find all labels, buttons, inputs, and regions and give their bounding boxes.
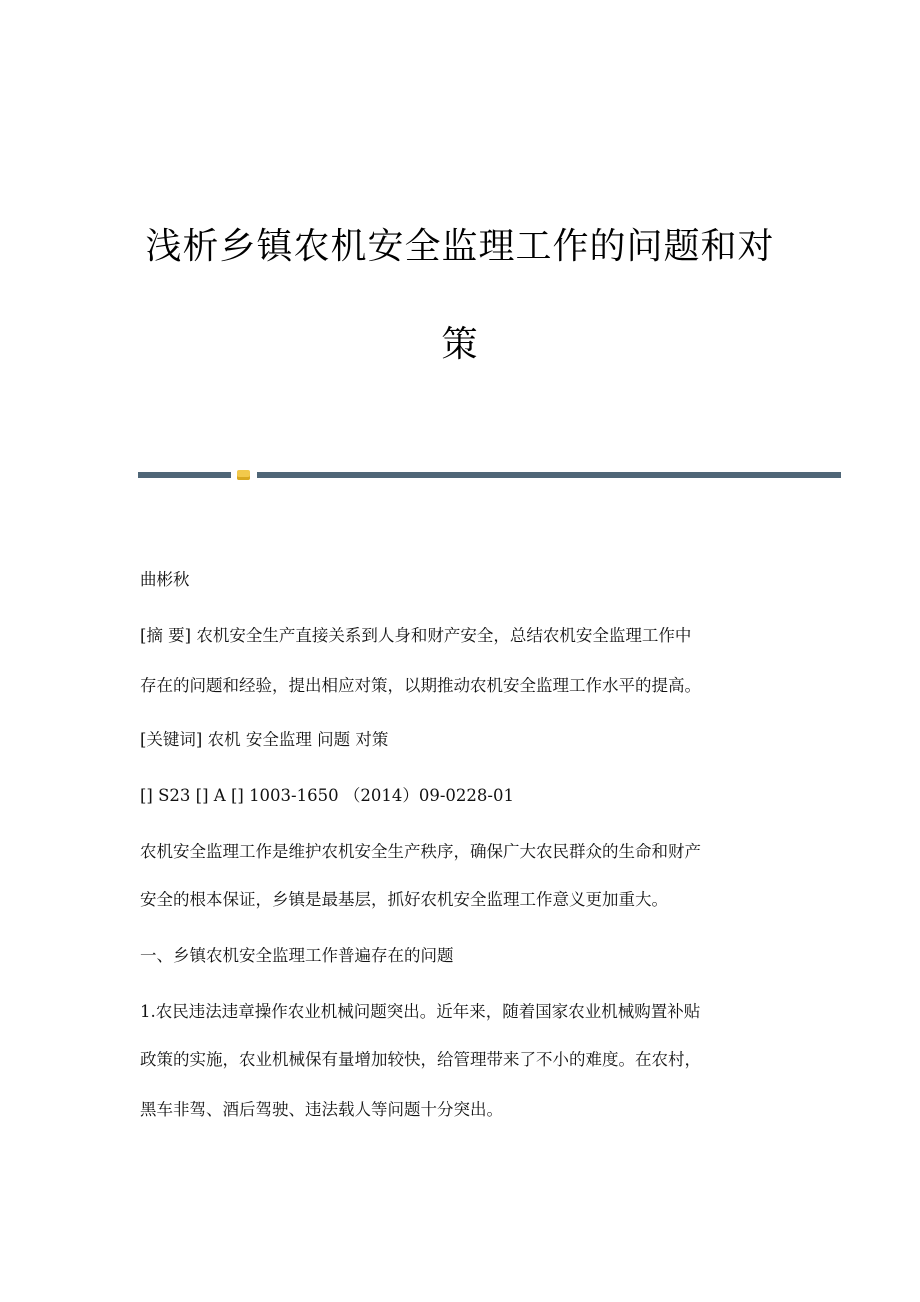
document-title-line-1: 浅析乡镇农机安全监理工作的问题和对 bbox=[145, 226, 775, 267]
abstract-line-1: [摘 要] 农机安全生产直接关系到人身和财产安全，总结农机安全监理工作中 bbox=[140, 626, 692, 645]
keywords-line: [关键词] 农机 安全监理 问题 对策 bbox=[140, 730, 389, 749]
item-1-line-1: 1.农民违法违章操作农业机械问题突出。近年来，随着国家农业机械购置补贴 bbox=[140, 1002, 701, 1021]
document-title-line-2: 策 bbox=[441, 324, 479, 365]
intro-line-1: 农机安全监理工作是维护农机安全生产秩序，确保广大农民群众的生命和财产 bbox=[140, 842, 701, 861]
item-1-line-2: 政策的实施，农业机械保有量增加较快，给管理带来了不小的难度。在农村， bbox=[140, 1050, 701, 1069]
divider-ornament-icon bbox=[237, 470, 250, 480]
divider-bar-right bbox=[257, 472, 841, 478]
divider-bar-left bbox=[138, 472, 231, 478]
author-name: 曲彬秋 bbox=[140, 570, 190, 589]
classification-line: [] S23 [] A [] 1003-1650 （2014）09-0228-01 bbox=[140, 786, 514, 805]
intro-line-2: 安全的根本保证，乡镇是最基层，抓好农机安全监理工作意义更加重大。 bbox=[140, 890, 668, 909]
abstract-line-2: 存在的问题和经验，提出相应对策，以期推动农机安全监理工作水平的提高。 bbox=[140, 676, 701, 695]
title-divider bbox=[138, 470, 841, 480]
section-1-heading: 一、乡镇农机安全监理工作普遍存在的问题 bbox=[140, 946, 454, 965]
item-1-line-3: 黑车非驾、酒后驾驶、违法载人等问题十分突出。 bbox=[140, 1100, 503, 1119]
